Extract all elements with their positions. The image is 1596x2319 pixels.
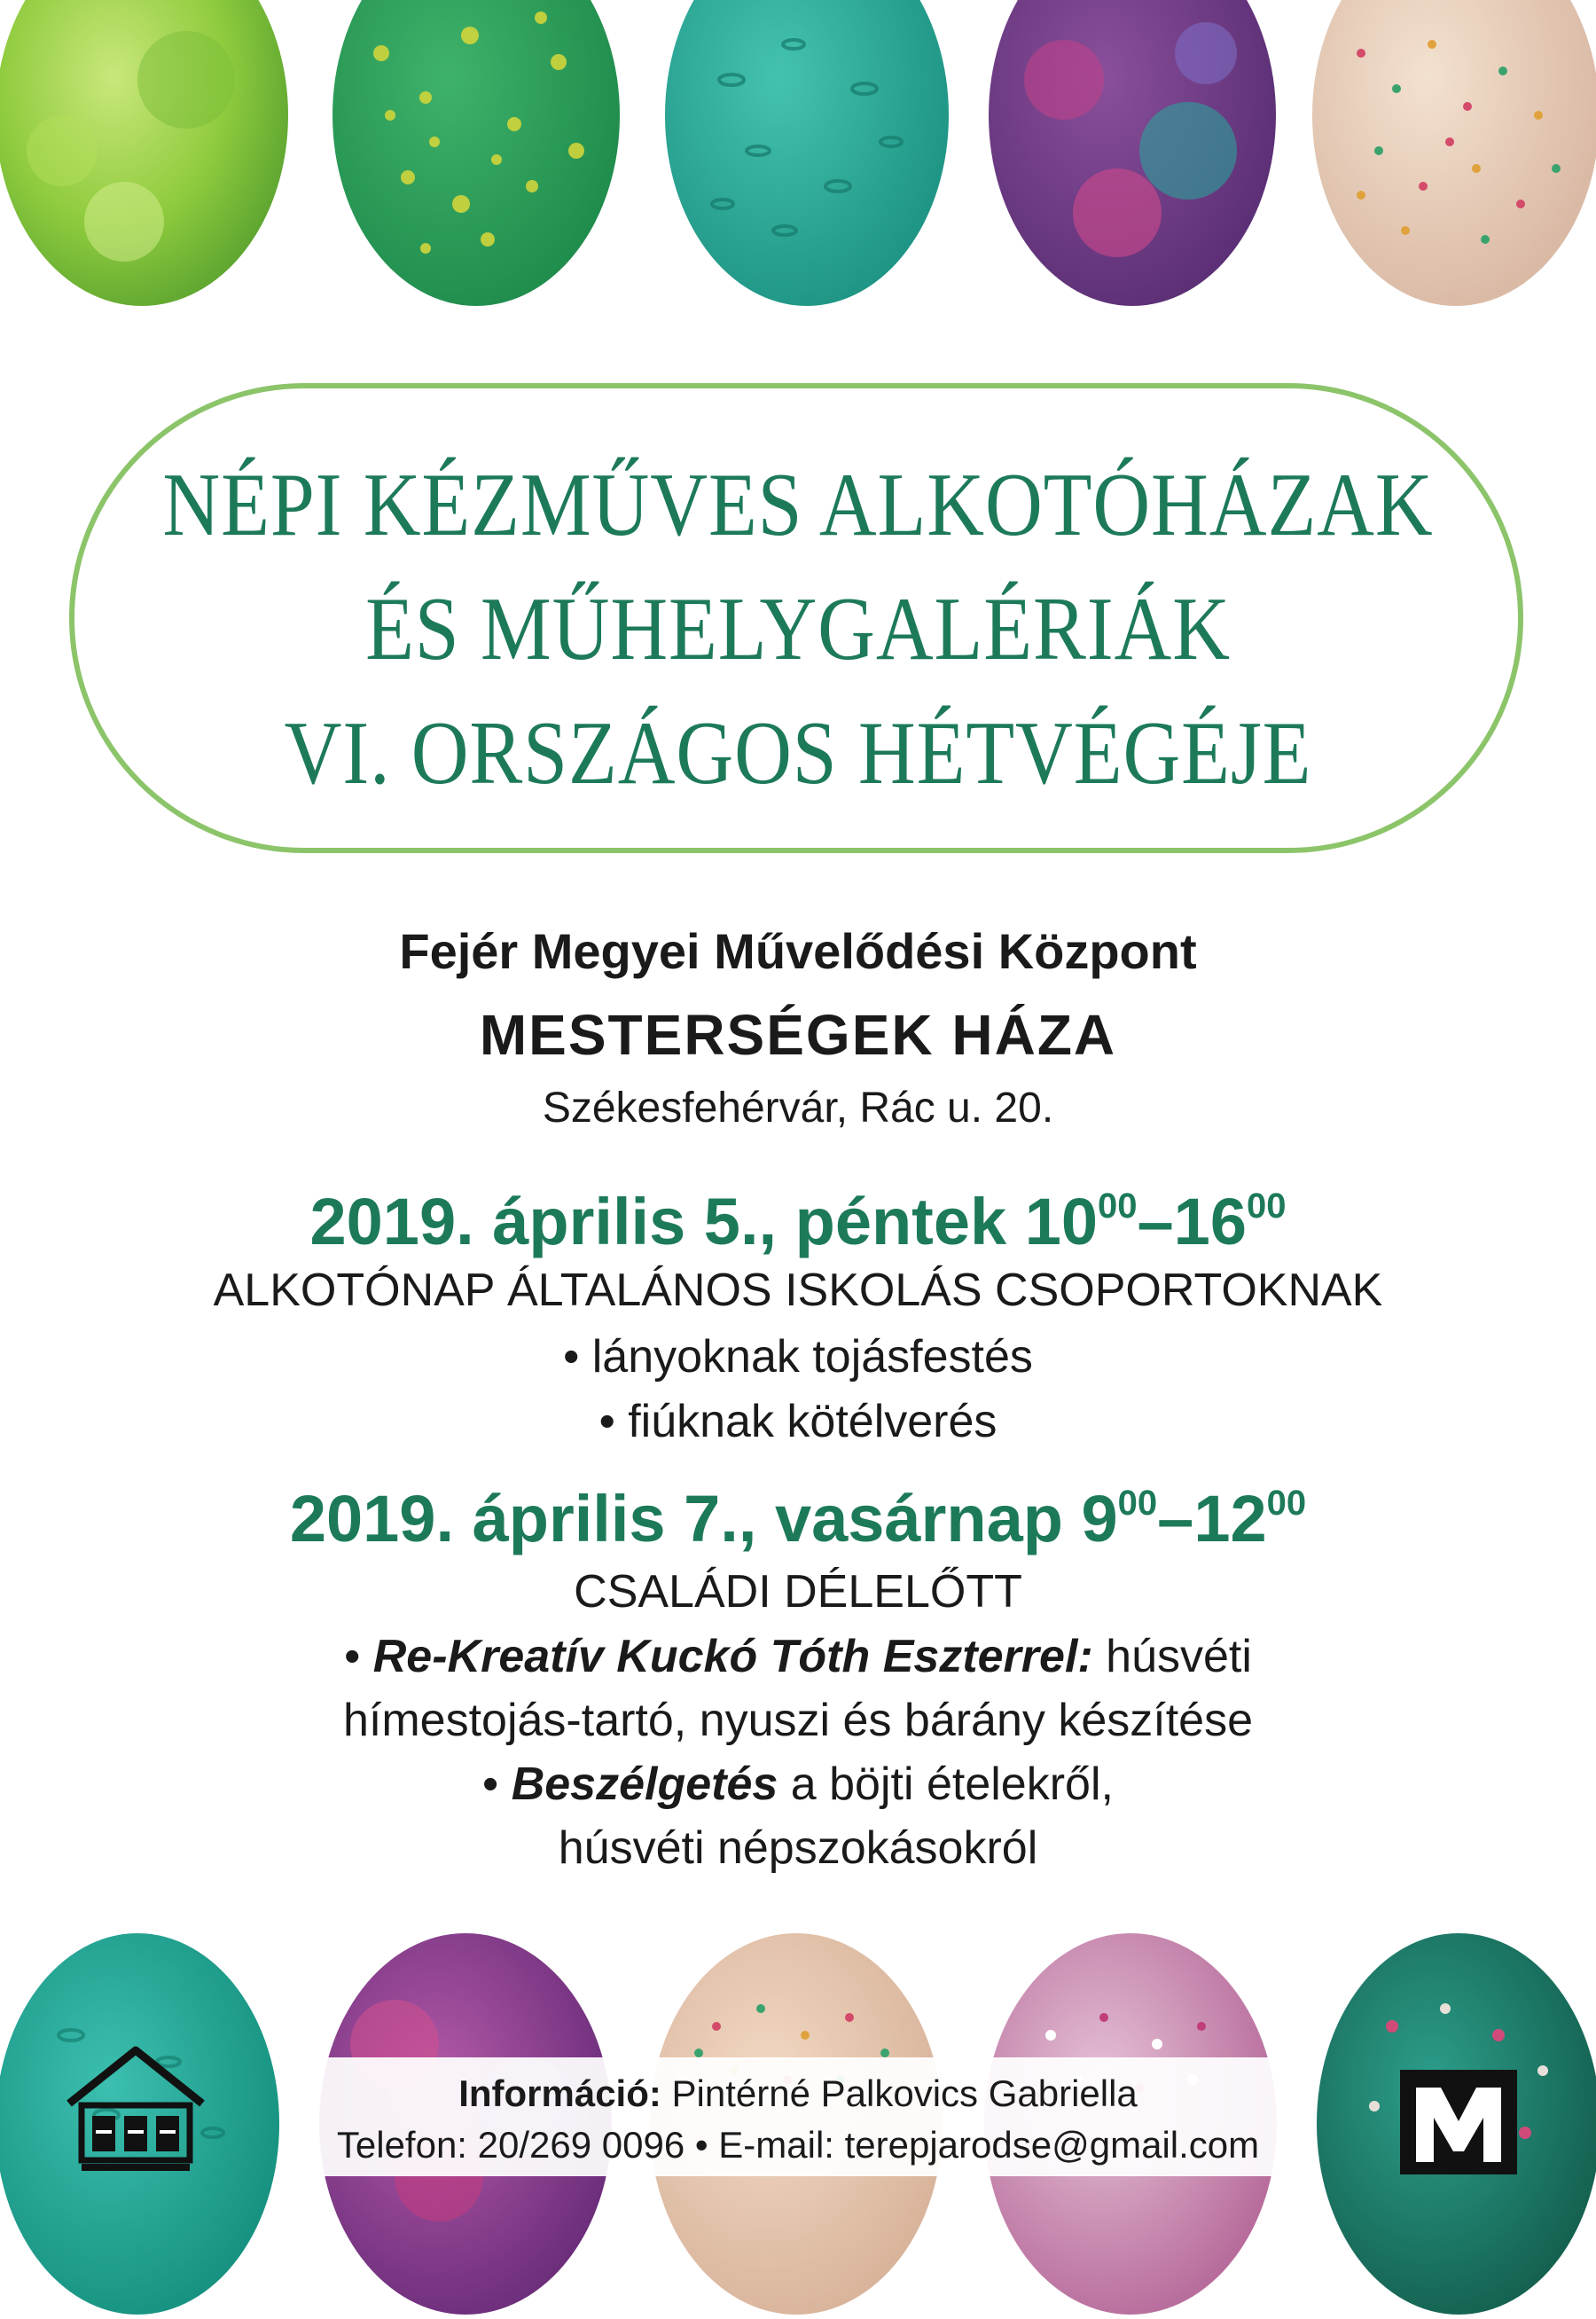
easter-egg-top-3 xyxy=(661,0,953,310)
phone-label: Telefon: xyxy=(336,2124,467,2166)
venue-organization: Fejér Megyei Művelődési Központ xyxy=(399,923,1197,979)
event-1-program-title: ALKOTÓNAP ÁLTALÁNOS ISKOLÁS CSOPORTOKNAK xyxy=(213,1265,1383,1316)
event-1-start-minutes: 00 xyxy=(1098,1187,1138,1226)
venue-address: Székesfehérvár, Rác u. 20. xyxy=(542,1085,1054,1132)
event-2-activity-2-emph: Beszélgetés xyxy=(511,1759,778,1810)
email-link[interactable]: terepjarodse@gmail.com xyxy=(833,2124,1260,2166)
title-line-1: NÉPI KÉZMŰVES ALKOTÓHÁZAK xyxy=(162,455,1434,555)
event-2-activity-2-rest: a böjti ételekről, xyxy=(778,1759,1114,1810)
event-2-program-title: CSALÁDI DÉLELŐTT xyxy=(574,1566,1022,1618)
event-2-date xyxy=(0,1481,1596,1556)
event-2-activity-1-bullet: • xyxy=(344,1631,373,1682)
event-1-activity-2: • fiúknak kötélverés xyxy=(598,1396,998,1447)
event-2-end-minutes: 00 xyxy=(1266,1484,1307,1523)
info-contact-name: Pintérné Palkovics Gabriella xyxy=(661,2072,1138,2114)
event-2-activity-2 xyxy=(0,1758,1596,1811)
event-1-date xyxy=(0,1184,1596,1259)
info-contact-line xyxy=(0,2072,1596,2115)
easter-egg-top-2 xyxy=(328,0,625,310)
venue-name: MESTERSÉGEK HÁZA xyxy=(479,1003,1117,1067)
title-line-3: VI. ORSZÁGOS HÉTVÉGÉJE xyxy=(284,703,1312,803)
event-2-activity-1-rest: húsvéti xyxy=(1092,1631,1252,1682)
info-label: Információ: xyxy=(458,2072,661,2114)
event-2-activity-1 xyxy=(0,1630,1596,1683)
phone-value[interactable]: 20/269 0096 xyxy=(466,2124,685,2166)
event-2-activity-2-bullet: • xyxy=(482,1759,512,1810)
event-2-activity-1-line-2: hímestojás-tartó, nyuszi és bárány készítése xyxy=(342,1695,1253,1746)
info-separator: • xyxy=(685,2124,719,2166)
easter-egg-top-5 xyxy=(1308,0,1596,310)
easter-egg-top-1 xyxy=(0,0,293,310)
easter-egg-top-4 xyxy=(984,0,1281,310)
event-1-activity-1: • lányoknak tojásfestés xyxy=(563,1331,1033,1383)
event-1-date-main: 2019. április 5., péntek 10 xyxy=(309,1185,1099,1258)
event-2-activity-1-emph: Re-Kreatív Kuckó Tóth Eszterrel: xyxy=(372,1631,1093,1682)
event-2-activity-2-line-2: húsvéti népszokásokról xyxy=(558,1822,1038,1874)
title-line-2: ÉS MŰHELYGALÉRIÁK xyxy=(365,579,1231,679)
event-2-start-minutes: 00 xyxy=(1117,1484,1158,1523)
info-phone-email-line xyxy=(0,2124,1596,2166)
event-2-end-hour: –12 xyxy=(1157,1482,1267,1555)
event-1-end-hour: –16 xyxy=(1137,1185,1247,1258)
event-1-end-minutes: 00 xyxy=(1246,1187,1287,1226)
event-2-date-main: 2019. április 7., vasárnap 9 xyxy=(289,1482,1118,1555)
email-label: E-mail: xyxy=(718,2124,834,2166)
